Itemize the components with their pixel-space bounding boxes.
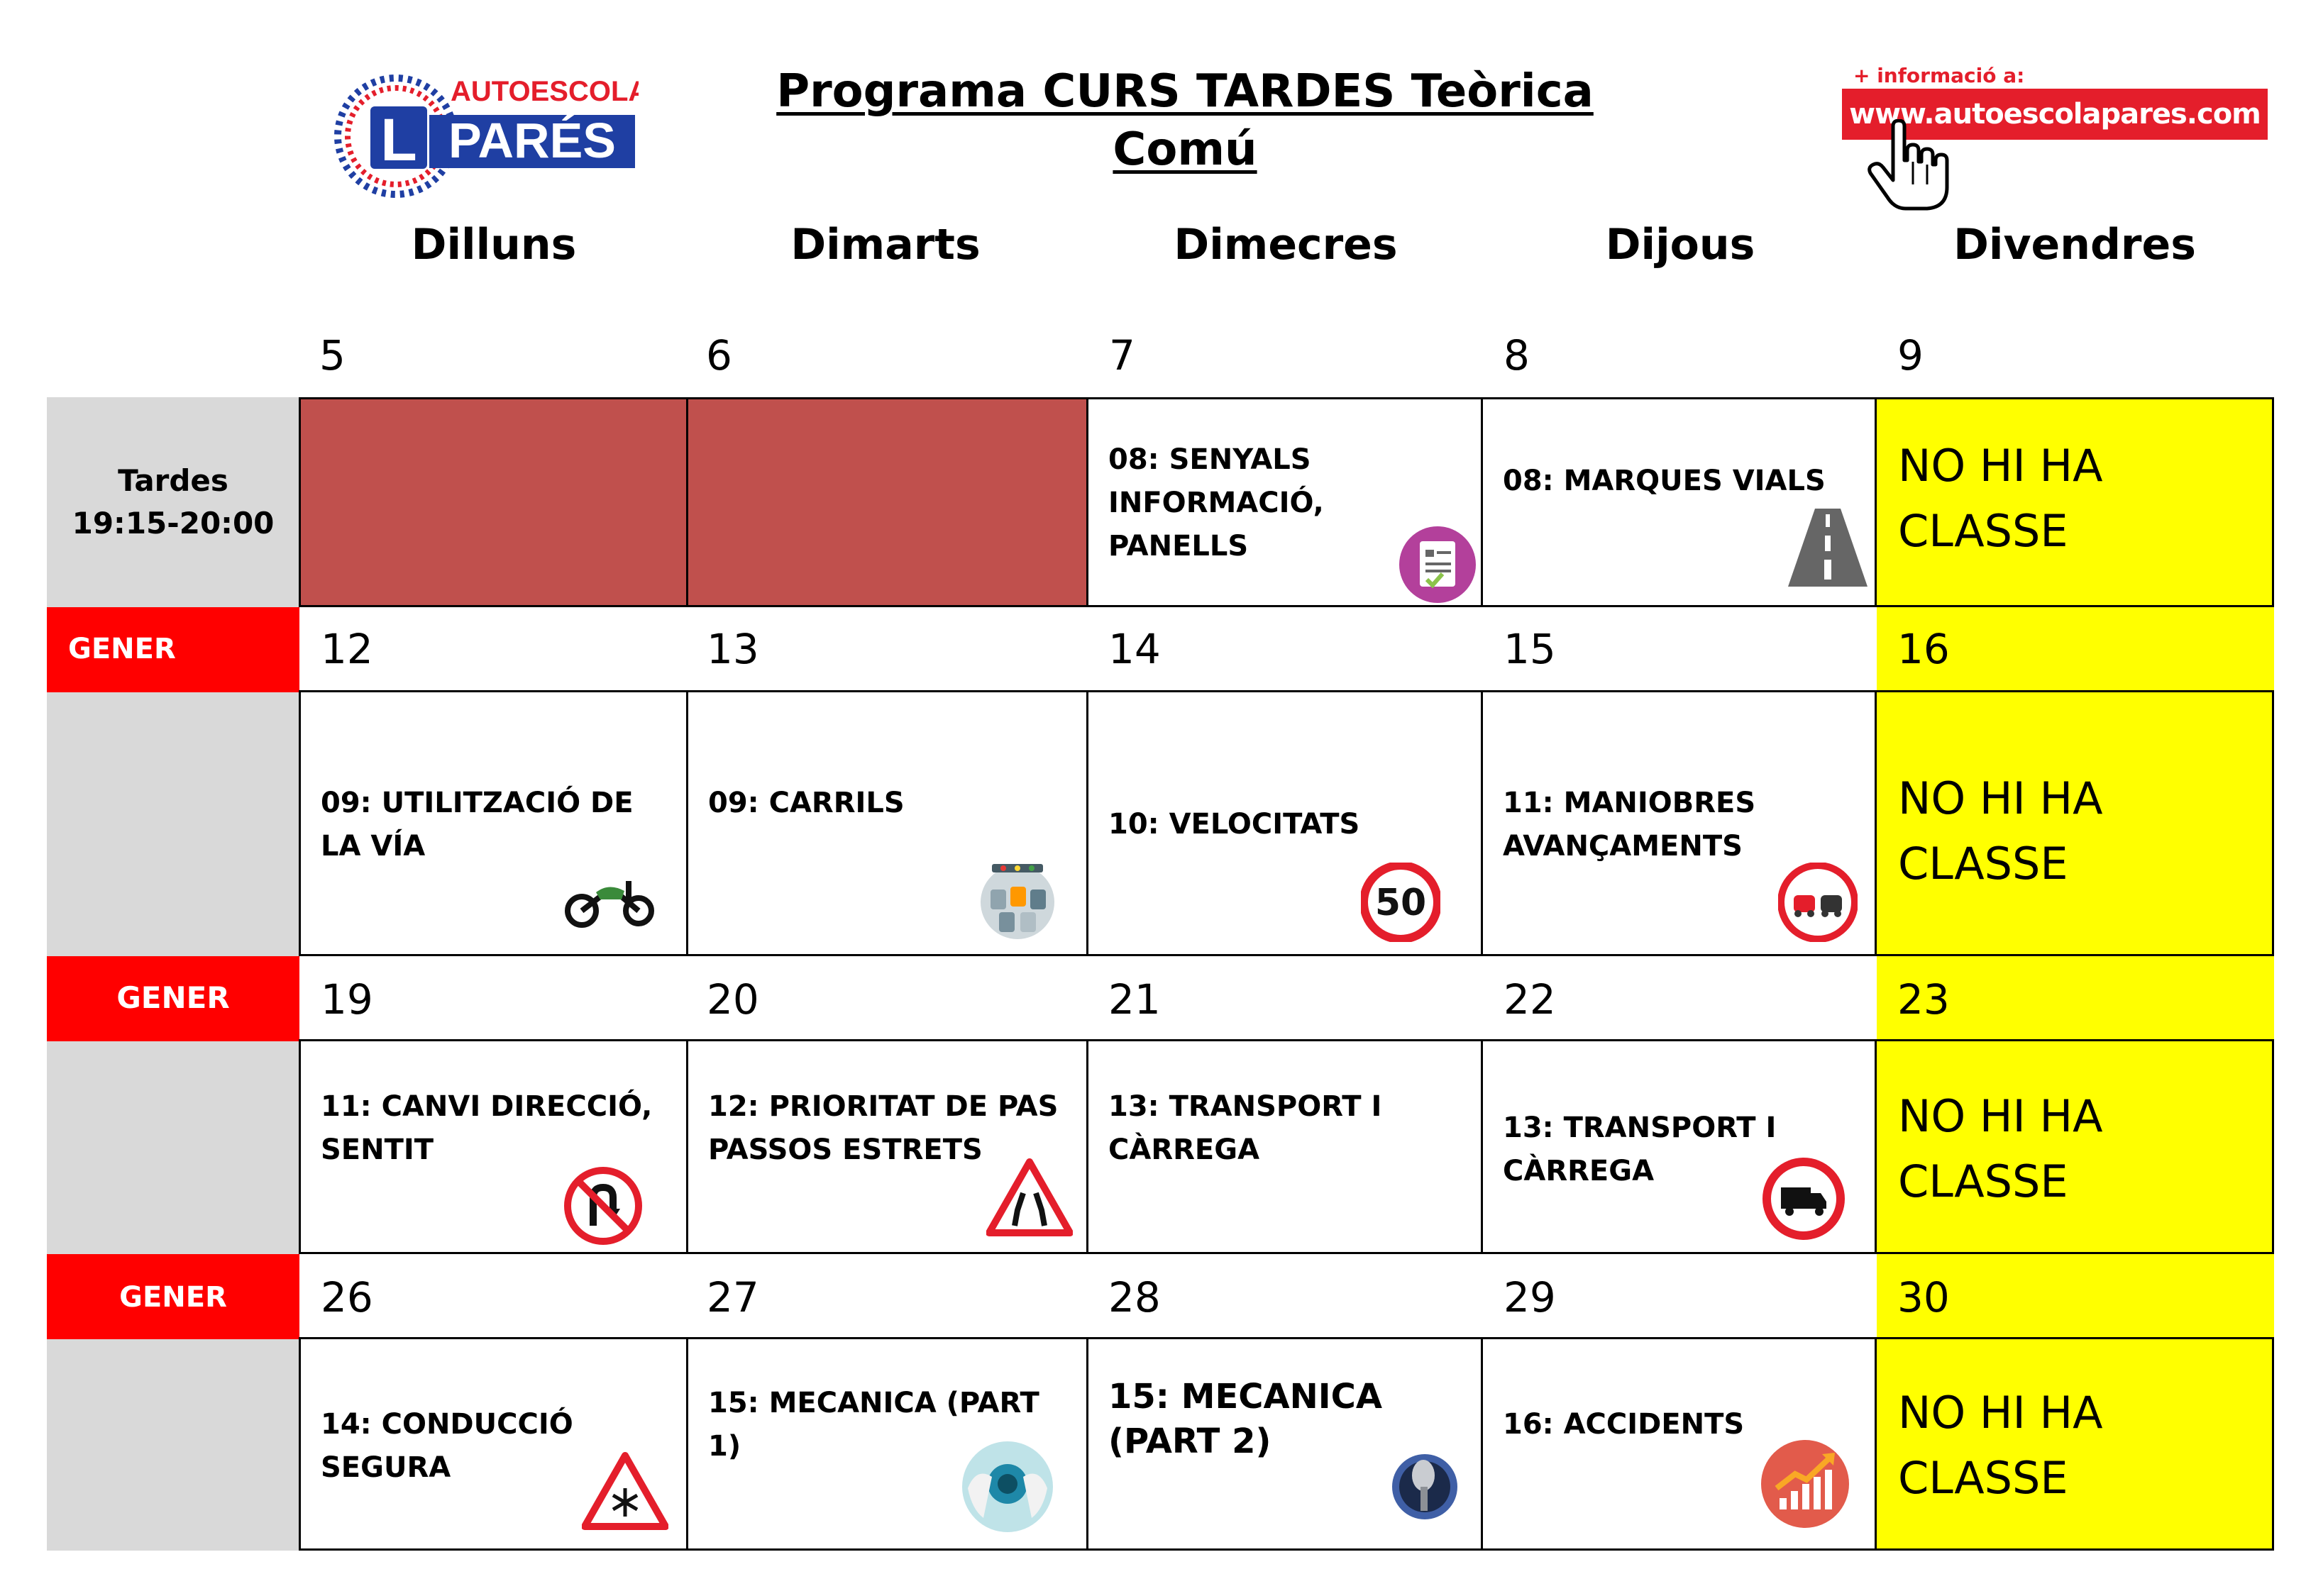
no-class-cell <box>1875 1039 2274 1254</box>
class-cell <box>686 690 1088 956</box>
blocked-cell <box>686 397 1088 607</box>
class-topic: 11: MANIOBRES AVANÇAMENTS <box>1503 787 1756 863</box>
class-topic: 08: SENYALS INFORMACIÓ, PANELLS <box>1108 443 1324 563</box>
accident-stats-icon <box>1760 1439 1850 1533</box>
day-friday: Divendres <box>1953 220 2196 270</box>
date-number: 21 <box>1108 975 1161 1024</box>
date-number: 16 <box>1897 625 1950 673</box>
no-u-turn-icon <box>563 1166 643 1249</box>
date-number: 27 <box>707 1273 759 1321</box>
road-icon <box>1787 504 1869 593</box>
day-thursday: Dijous <box>1605 220 1755 270</box>
no-class-cell <box>1875 690 2274 956</box>
class-topic: 15: MECANICA (PART 1) <box>708 1387 1039 1463</box>
date-number: 12 <box>321 625 373 673</box>
speed-limit-icon <box>1361 863 1440 946</box>
tardes-label: Tardes <box>118 463 228 498</box>
date-number: 9 <box>1897 331 1924 379</box>
date-number: 15 <box>1504 625 1556 673</box>
gear-shift-icon <box>1389 1447 1460 1526</box>
no-class-text: NO HI HA <box>1898 1387 2103 1439</box>
date-number: 5 <box>319 331 346 379</box>
class-cell <box>1481 690 1877 956</box>
title-line1: Programa CURS TARDES Teòrica <box>776 65 1594 118</box>
date-number: 29 <box>1504 1273 1556 1321</box>
no-class-text: NO HI HA <box>1898 1090 2103 1142</box>
class-topic: 09: UTILITZACIÓ DE LA VÍA <box>321 787 634 863</box>
side-spacer <box>47 1041 299 1254</box>
day-wednesday: Dimecres <box>1174 220 1398 270</box>
class-cell <box>686 1337 1088 1551</box>
road-narrows-icon <box>986 1158 1073 1241</box>
snow-warning-icon <box>582 1451 668 1534</box>
class-topic: 09: CARRILS <box>708 787 905 819</box>
date-number: 22 <box>1504 975 1556 1024</box>
class-cell <box>299 1337 688 1551</box>
no-class-text: CLASSE <box>1898 1452 2068 1504</box>
no-class-cell <box>1875 397 2274 607</box>
day-tuesday: Dimarts <box>790 220 981 270</box>
autoescola-pares-logo <box>333 65 639 200</box>
website-link[interactable]: www.autoescolapares.com <box>1842 89 2268 140</box>
class-topic: 15: MECANICA (PART 2) <box>1108 1377 1383 1461</box>
blocked-cell <box>299 397 688 607</box>
month-text: GENER <box>116 980 230 1015</box>
time-slot-label <box>47 397 299 607</box>
motorcycle-icon <box>565 871 654 931</box>
class-topic: 11: CANVI DIRECCIÓ, SENTIT <box>321 1090 653 1166</box>
class-cell <box>1086 690 1483 956</box>
class-topic: 10: VELOCITATS <box>1108 808 1360 841</box>
no-class-text: CLASSE <box>1898 1156 2068 1207</box>
class-cell <box>1086 1039 1483 1254</box>
time-range: 19:15-20:00 <box>72 506 275 541</box>
date-number: 20 <box>707 975 759 1024</box>
date-number: 14 <box>1108 625 1161 673</box>
logo-top-text: AUTOESCOLA <box>451 76 639 107</box>
month-label <box>47 1254 299 1339</box>
class-cell <box>1481 1337 1877 1551</box>
side-spacer <box>47 1339 299 1551</box>
no-overtaking-icon <box>1778 863 1858 946</box>
date-number: 26 <box>321 1273 373 1321</box>
logo-bottom-text: PARÉS <box>448 113 616 168</box>
title-line2: Comú <box>1113 123 1257 176</box>
class-cell <box>1086 1337 1483 1551</box>
no-class-text: CLASSE <box>1898 838 2068 890</box>
date-number: 13 <box>707 625 759 673</box>
mechanic-icon <box>959 1439 1056 1539</box>
no-class-text: NO HI HA <box>1898 772 2103 824</box>
month-text: GENER <box>68 633 176 665</box>
class-cell <box>299 690 688 956</box>
date-number: 8 <box>1504 331 1530 379</box>
no-class-text: NO HI HA <box>1898 440 2103 492</box>
date-number: 30 <box>1897 1273 1950 1321</box>
day-monday: Dilluns <box>411 220 577 270</box>
date-number: 23 <box>1897 975 1950 1024</box>
class-topic: 16: ACCIDENTS <box>1503 1408 1745 1441</box>
month-label <box>47 607 299 692</box>
date-number: 6 <box>706 331 732 379</box>
class-cell <box>299 1039 688 1254</box>
class-topic: 13: TRANSPORT I CÀRREGA <box>1108 1090 1382 1166</box>
month-text: GENER <box>119 1281 227 1314</box>
date-number: 7 <box>1109 331 1135 379</box>
month-label <box>47 956 299 1041</box>
pointer-hand-icon <box>1866 119 1951 211</box>
class-topic: 14: CONDUCCIÓ SEGURA <box>321 1408 573 1484</box>
document-check-icon <box>1399 526 1477 607</box>
traffic-lanes-icon <box>975 861 1060 943</box>
no-trucks-icon <box>1762 1158 1845 1243</box>
class-cell <box>686 1039 1088 1254</box>
info-label: + informació a: <box>1853 64 2025 87</box>
class-cell <box>1086 397 1483 607</box>
side-spacer <box>47 692 299 956</box>
date-number: 28 <box>1108 1273 1161 1321</box>
class-cell <box>1481 397 1877 607</box>
date-number: 19 <box>321 975 373 1024</box>
class-cell <box>1481 1039 1877 1254</box>
no-class-text: CLASSE <box>1898 505 2068 557</box>
class-topic: 13: TRANSPORT I CÀRREGA <box>1503 1112 1777 1187</box>
class-topic: 12: PRIORITAT DE PAS PASSOS ESTRETS <box>708 1090 1059 1166</box>
no-class-cell <box>1875 1337 2274 1551</box>
page-title <box>639 62 1731 179</box>
class-topic: 08: MARQUES VIALS <box>1503 465 1826 497</box>
svg-text:L: L <box>380 106 417 173</box>
speed-limit-value: 50 <box>1374 882 1427 924</box>
